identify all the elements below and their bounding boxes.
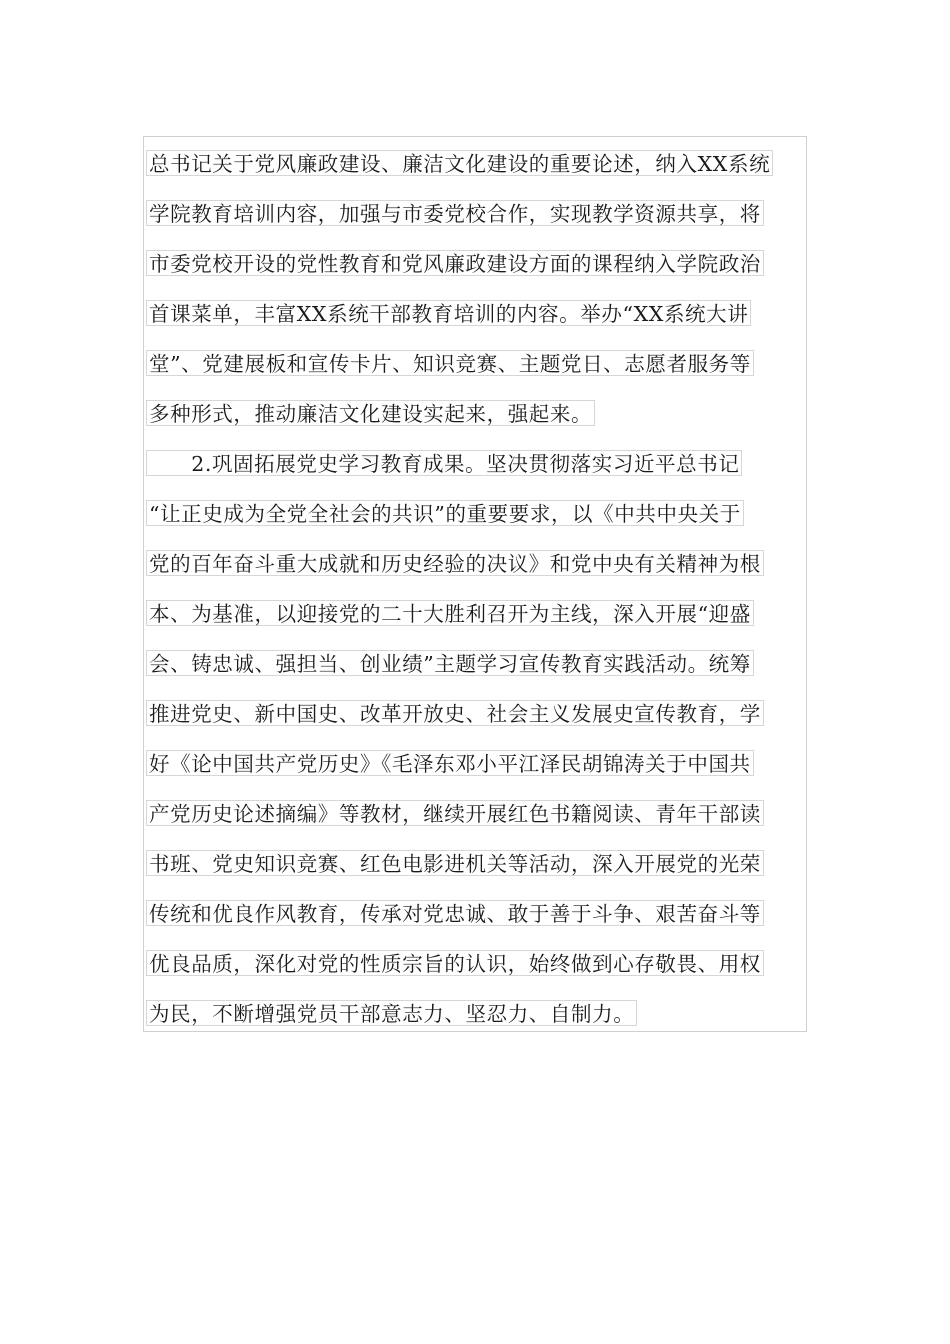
text-line-9: 党的百年奋斗重大成就和历史经验的决议》和党中央有关精神为根 [146,550,764,576]
text-line-2: 学院教育培训内容，加强与市委党校合作，实现教学资源共享，将 [146,200,764,226]
text-line-16: 传统和优良作风教育，传承对党忠诚、敢于善于斗争、艰苦奋斗等 [146,900,764,926]
text-line-7: 2.巩固拓展党史学习教育成果。坚决贯彻落实习近平总书记 [146,450,742,476]
text-line-3: 市委党校开设的党性教育和党风廉政建设方面的课程纳入学院政治 [146,250,764,276]
text-line-12: 推进党史、新中国史、改革开放史、社会主义发展史宣传教育，学 [146,700,764,726]
text-line-15: 书班、党史知识竞赛、红色电影进机关等活动，深入开展党的光荣 [146,850,764,876]
text-line-10: 本、为基准，以迎接党的二十大胜利召开为主线，深入开展“迎盛 [146,600,754,626]
text-line-1: 总书记关于党风廉政建设、廉洁文化建设的重要论述，纳入XX系统 [146,150,773,176]
text-line-6: 多种形式，推动廉洁文化建设实起来，强起来。 [146,400,595,426]
text-line-8: “让正史成为全党全社会的共识”的重要要求，以《中共中央关于 [146,500,744,526]
text-line-4: 首课菜单，丰富XX系统干部教育培训的内容。举办“XX系统大讲 [146,300,751,326]
text-line-18: 为民，不断增强党员干部意志力、坚忍力、自制力。 [146,1000,637,1026]
text-line-11: 会、铸忠诚、强担当、创业绩”主题学习宣传教育实践活动。统筹 [146,650,754,676]
text-line-17: 优良品质，深化对党的性质宗旨的认识，始终做到心存敬畏、用权 [146,950,764,976]
text-line-13: 好《论中国共产党历史》《毛泽东邓小平江泽民胡锦涛关于中国共 [146,750,754,776]
text-line-5: 堂”、党建展板和宣传卡片、知识竞赛、主题党日、志愿者服务等 [146,350,754,376]
text-line-14: 产党历史论述摘编》等教材，继续开展红色书籍阅读、青年干部读 [146,800,764,826]
